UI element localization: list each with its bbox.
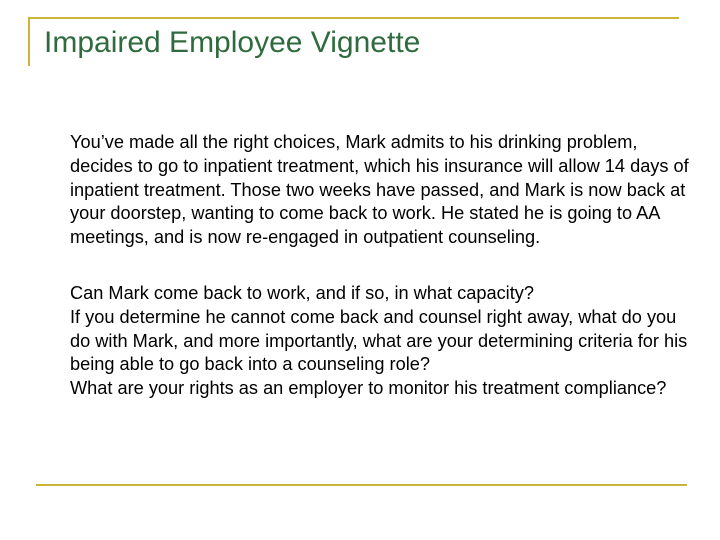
question-2: If you determine he cannot come back and counsel right away, what do you do with Mark, and more importantly, what are your determining criteria for his being able to go back into a counseling role?: [70, 306, 688, 375]
top-accent-line: [28, 17, 679, 19]
question-1: Can Mark come back to work, and if so, in what capacity?: [70, 282, 534, 303]
question-3: What are your rights as an employer to monitor his treatment compliance?: [70, 378, 667, 399]
slide-body: [70, 131, 690, 401]
vignette-paragraph: You’ve made all the right choices, Mark admits to his drinking problem, decides to go to inpatient treatment, which his insurance will allow 14 days of inpatient treatment. Those two weeks have passed, and Mark is now back at your doorstep, wanting to come back to work. He stated he is going to AA meetings, and is now re-engaged in outpatient counseling.: [70, 132, 689, 248]
left-accent-line: [28, 17, 30, 66]
slide-title: Impaired Employee Vignette: [44, 26, 421, 59]
bottom-accent-line: [36, 484, 687, 486]
